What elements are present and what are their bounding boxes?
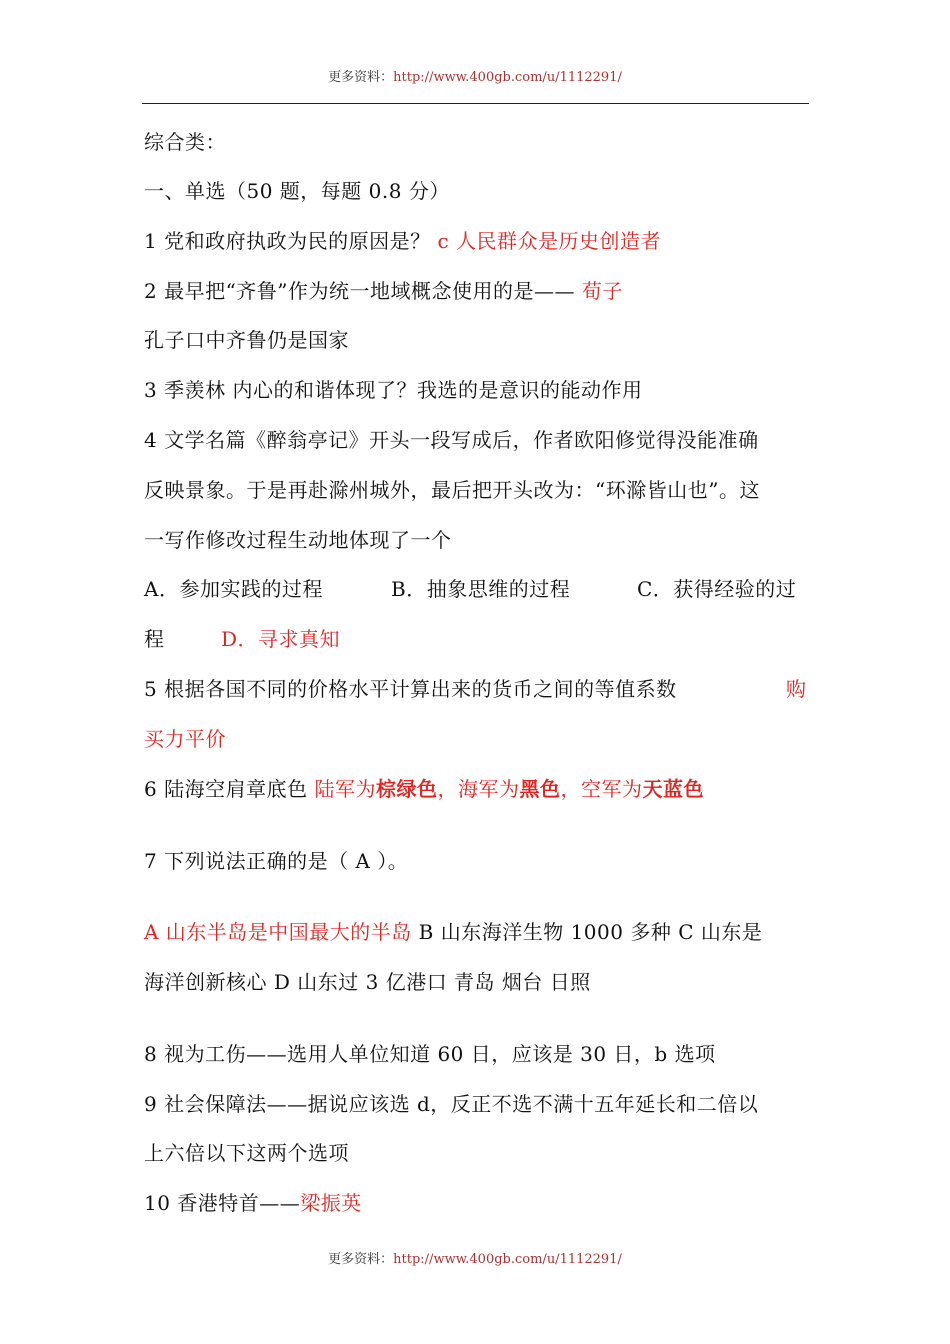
question-1 bbox=[144, 231, 661, 251]
question-4-option-c-cont: 程 bbox=[144, 627, 165, 651]
navy-label: ，海军为 bbox=[437, 777, 520, 801]
question-8: 8 视为工伤——选用人单位知道 60 日，应该是 30 日，b 选项 bbox=[144, 1042, 716, 1066]
army-label: 陆军为 bbox=[314, 777, 376, 801]
question-7-option-a: A 山东半岛是中国最大的半岛 bbox=[144, 920, 412, 944]
question-10-text: 10 香港特首—— bbox=[144, 1191, 301, 1215]
question-6 bbox=[144, 779, 704, 799]
question-7-options-line-1 bbox=[144, 922, 762, 942]
question-1-answer: c 人民群众是历史创造者 bbox=[437, 229, 662, 253]
question-5-answer-part1: 购 bbox=[786, 677, 807, 701]
question-7-options-line-2: 海洋创新核心 D 山东过 3 亿港口 青岛 烟台 日照 bbox=[144, 970, 591, 994]
footer-url-link[interactable]: http://www.400gb.com/u/1112291/ bbox=[393, 1252, 622, 1267]
question-5-text: 5 根据各国不同的价格水平计算出来的货币之间的等值系数 bbox=[144, 677, 677, 701]
question-4-option-a: A．参加实践的过程 bbox=[144, 577, 323, 601]
question-4-line-3: 一写作修改过程生动地体现了一个 bbox=[144, 528, 452, 552]
question-2 bbox=[144, 281, 623, 301]
section-title: 一、单选（50 题，每题 0.8 分） bbox=[144, 179, 450, 203]
navy-color: 黑色 bbox=[519, 777, 561, 801]
question-4-line-1: 4 文学名篇《醉翁亭记》开头一段写成后，作者欧阳修觉得没能准确 bbox=[144, 428, 759, 452]
question-3: 3 季羡林 内心的和谐体现了？我选的是意识的能动作用 bbox=[144, 378, 643, 402]
question-10 bbox=[144, 1193, 362, 1213]
question-9-line-2: 上六倍以下这两个选项 bbox=[144, 1141, 349, 1165]
question-9-line-1: 9 社会保障法——据说应该选 d，反正不选不满十五年延长和二倍以 bbox=[144, 1092, 759, 1116]
question-2-answer: 荀子 bbox=[581, 279, 623, 303]
question-1-text: 1 党和政府执政为民的原因是？ bbox=[144, 229, 431, 253]
airforce-color: 天蓝色 bbox=[642, 777, 704, 801]
question-10-answer: 梁振英 bbox=[300, 1191, 362, 1215]
header-prefix: 更多资料： bbox=[328, 70, 394, 85]
header-url-link[interactable]: http://www.400gb.com/u/1112291/ bbox=[393, 70, 622, 85]
question-6-text: 6 陆海空肩章底色 bbox=[144, 777, 308, 801]
army-color: 棕绿色 bbox=[375, 777, 438, 801]
header-divider bbox=[142, 103, 809, 104]
question-2-text: 2 最早把“齐鲁”作为统一地域概念使用的是—— bbox=[144, 279, 576, 303]
question-4-option-b: B．抽象思维的过程 bbox=[391, 577, 571, 601]
question-4-option-c: C．获得经验的过 bbox=[637, 577, 797, 601]
question-2-note: 孔子口中齐鲁仍是国家 bbox=[144, 328, 349, 352]
footer-prefix: 更多资料： bbox=[328, 1252, 394, 1267]
airforce-label: ，空军为 bbox=[560, 777, 643, 801]
question-5-answer-part2: 买力平价 bbox=[144, 727, 226, 751]
question-4-line-2: 反映景象。于是再赴滁州城外，最后把开头改为：“环滁皆山也”。这 bbox=[144, 478, 760, 502]
question-6-answer bbox=[314, 777, 704, 801]
page-footer bbox=[0, 1248, 950, 1267]
question-7: 7 下列说法正确的是（ A ）。 bbox=[144, 849, 409, 873]
category-title: 综合类： bbox=[144, 130, 226, 154]
question-4-option-d: D．寻求真知 bbox=[221, 627, 341, 651]
page-header bbox=[0, 66, 950, 85]
question-7-options-rest: B 山东海洋生物 1000 多种 C 山东是 bbox=[411, 920, 763, 944]
